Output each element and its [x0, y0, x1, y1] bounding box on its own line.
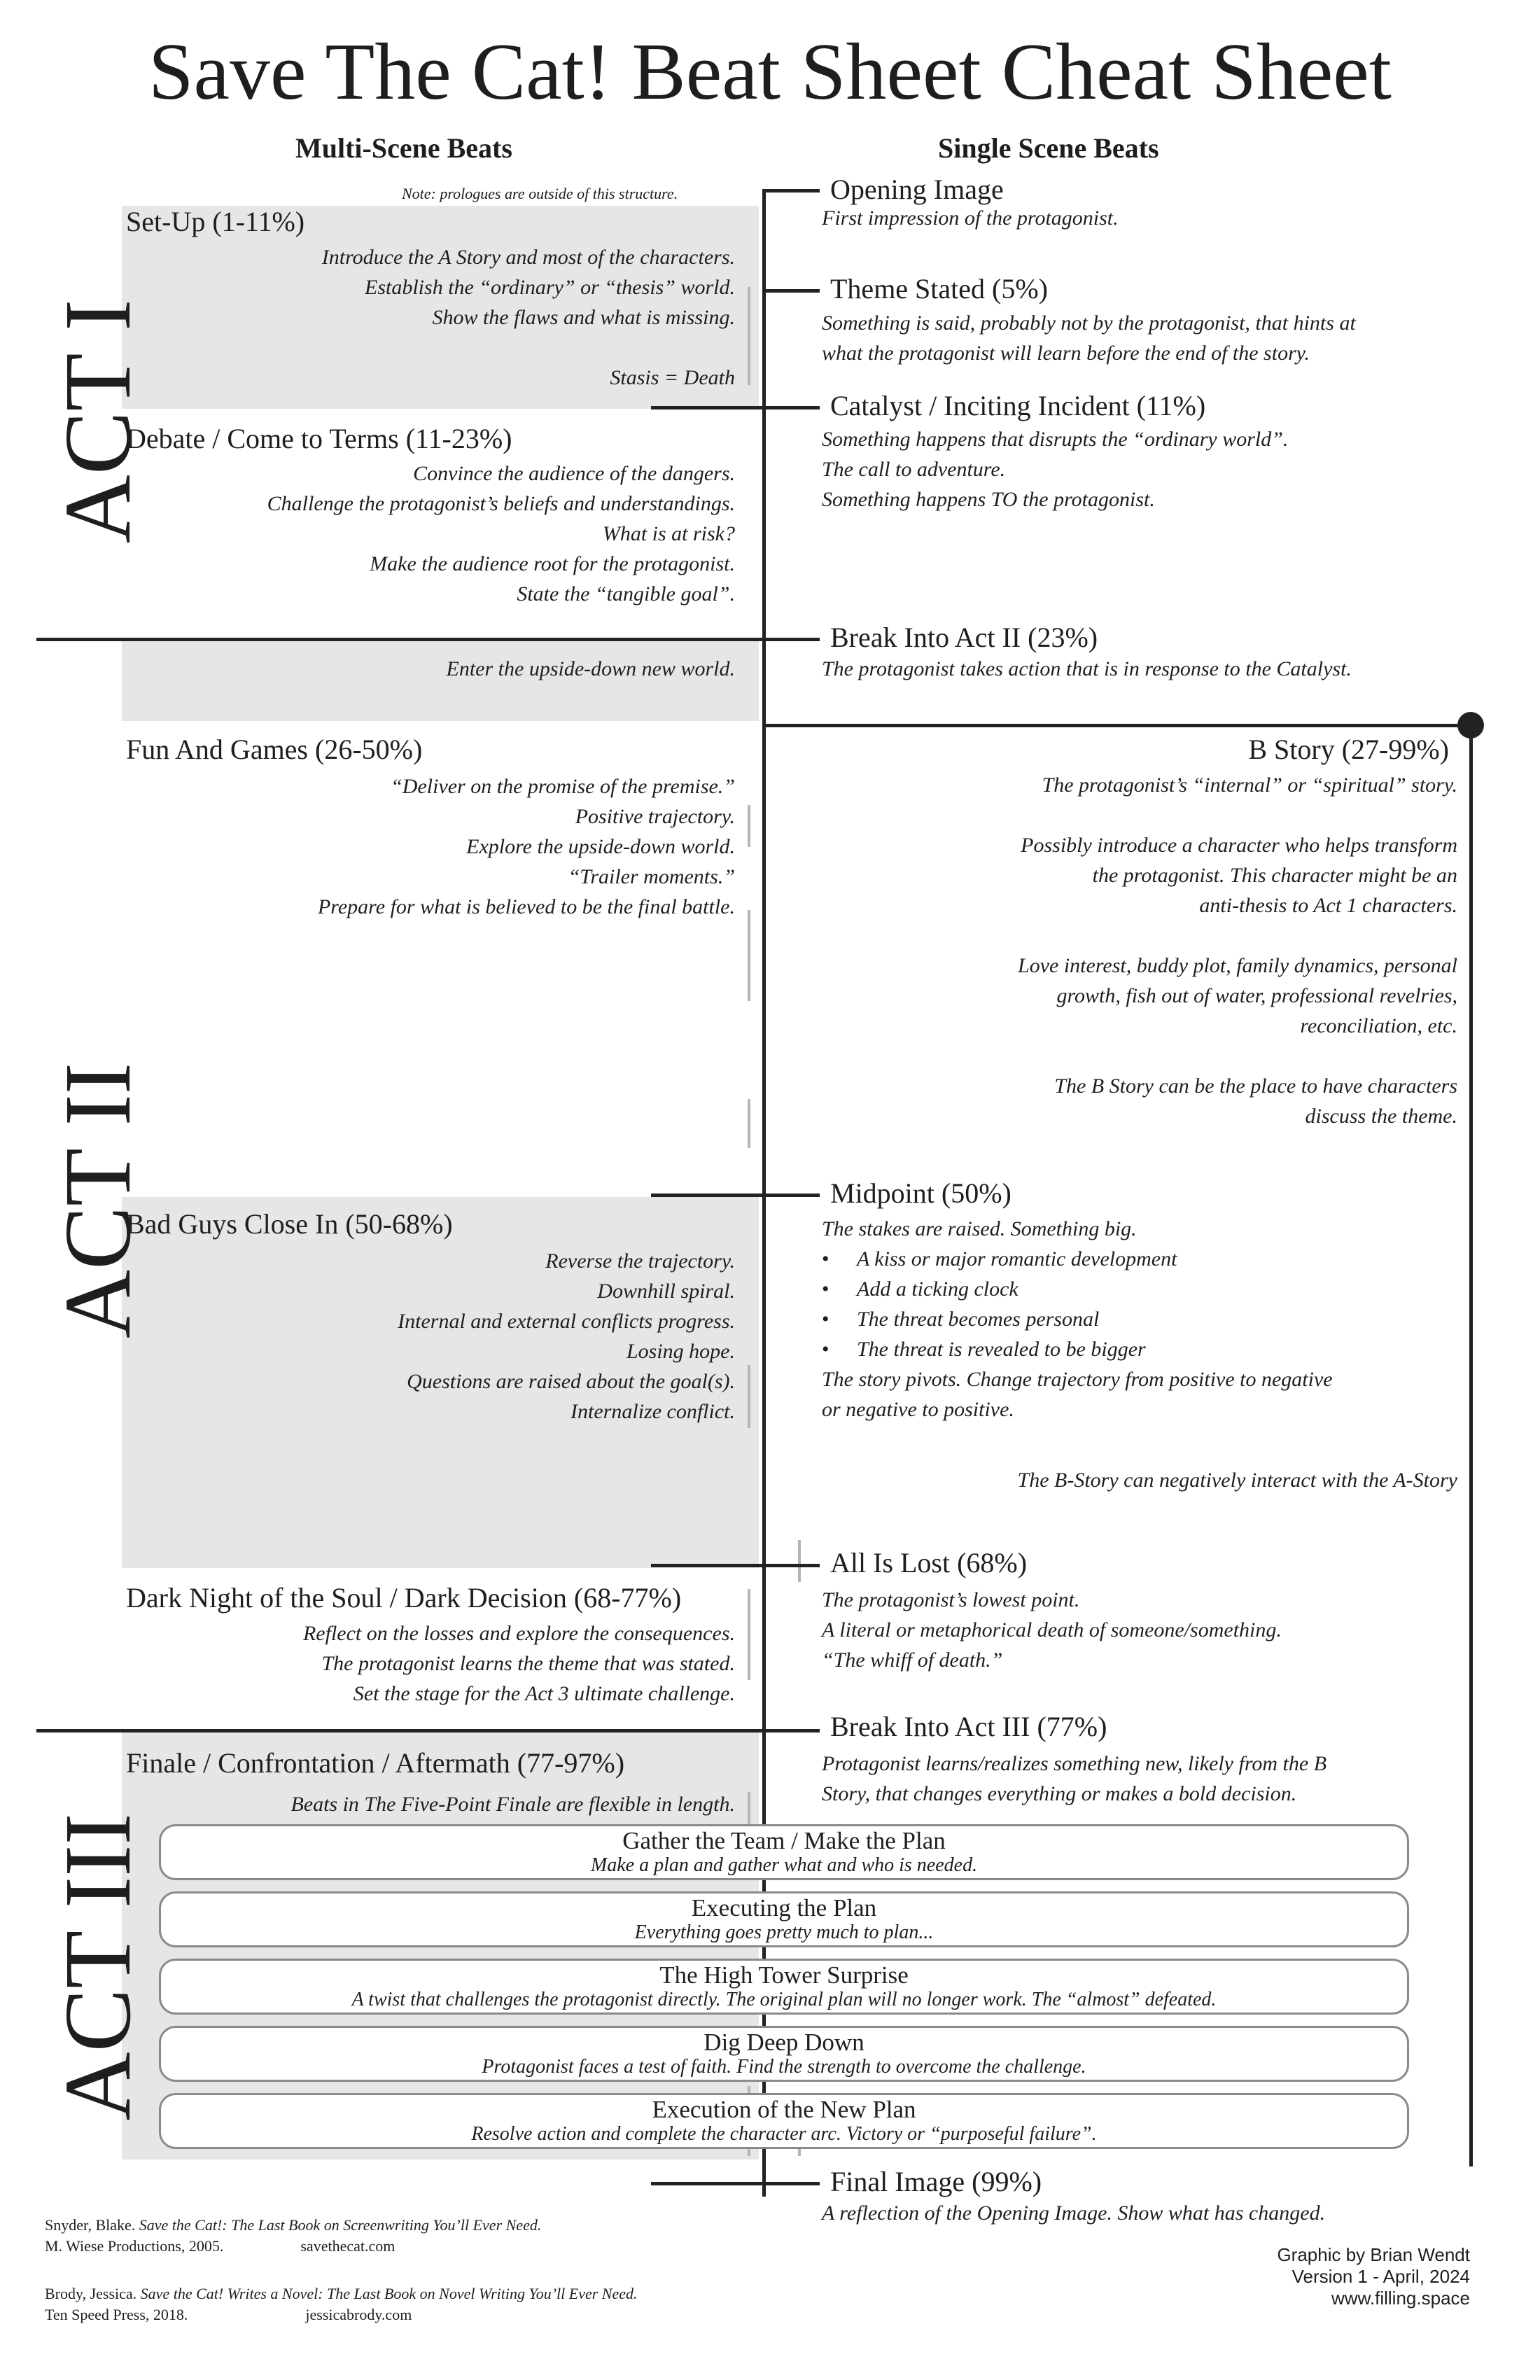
tick-all-is-lost — [651, 1564, 820, 1567]
final-image-desc: A reflection of the Opening Image. Show what has changed. — [822, 2202, 1326, 2225]
opening-image-desc: First impression of the protagonist. — [822, 206, 1119, 230]
website-link[interactable]: www.filling.space — [1331, 2288, 1470, 2309]
bad-guys-title: Bad Guys Close In (50-68%) — [126, 1208, 453, 1240]
credits: Graphic by Brian Wendt Version 1 - April, 2024 www.filling.space — [1277, 2244, 1470, 2309]
tick-final — [651, 2182, 820, 2185]
page-title: Save The Cat! Beat Sheet Cheat Sheet — [148, 27, 1392, 117]
b-story-span — [1469, 724, 1473, 2166]
b-story-title: B Story (27-99%) — [1248, 734, 1449, 765]
b-story-start-dot — [1457, 712, 1484, 738]
reference-brody: Brody, Jessica. Save the Cat! Writes a Novel: The Last Book on Novel Writing You’ll Ever Need. Ten Speed Press, 2018. jessicabrody.com — [45, 2285, 638, 2323]
break-into-act3-desc: Protagonist learns/realizes something new, likely from the B Story, that changes everything or makes a bold decision. — [822, 1752, 1327, 1805]
list-item: • The threat becomes personal — [822, 1304, 1333, 1334]
dark-night-desc: Reflect on the losses and explore the consequences. The protagonist learns the theme that was stated. Set the stage for the Act 3 ultimate challenge. — [302, 1622, 735, 1705]
catalyst-title: Catalyst / Inciting Incident (11%) — [830, 390, 1206, 421]
setup-title: Set-Up (1-11%) — [126, 206, 305, 237]
break-into-act2-title: Break Into Act II (23%) — [830, 622, 1098, 653]
b-story-desc: The protagonist’s “internal” or “spiritual” story. Possibly introduce a character who helps transform the protagonist. This character might be an anti-thesis to Act 1 characters. Love interest, buddy plot, family dynamics, personal growth, fish out of water, professional revelries, reconciliation, etc. The B Story can be the place to have characters discuss the theme. — [1018, 774, 1457, 1128]
tick-midpoint — [651, 1194, 820, 1197]
break-into-act2-desc: The protagonist takes action that is in response to the Catalyst. — [822, 657, 1352, 680]
tick-opening — [762, 189, 820, 192]
b-story-interaction-note: The B-Story can negatively interact with the A-Story — [1017, 1469, 1457, 1492]
act-divider-2 — [36, 1729, 820, 1732]
midpoint-title: Midpoint (50%) — [830, 1177, 1011, 1209]
theme-stated-title: Theme Stated (5%) — [830, 273, 1048, 304]
opening-image-title: Opening Image — [830, 174, 1004, 205]
b-story-line — [762, 724, 1476, 727]
guide-dash — [748, 287, 750, 385]
list-item: • A kiss or major romantic development — [822, 1244, 1333, 1274]
midpoint-bullets — [822, 1244, 1333, 1364]
finale-step-gather-team: Gather the Team / Make the Plan Make a plan and gather what and who is needed. — [159, 1824, 1409, 1880]
reference-snyder: Snyder, Blake. Save the Cat!: The Last Book on Screenwriting You’ll Ever Need. M. Wiese Productions, 2005. savethecat.com — [45, 2216, 542, 2255]
bad-guys-desc: Reverse the trajectory. Downhill spiral. Internal and external conflicts progress. Losing hope. Questions are raised about the goal(s). Internalize conflict. — [398, 1250, 735, 1423]
finale-desc: Beats in The Five-Point Finale are flexible in length. — [290, 1793, 735, 1816]
reference-link[interactable]: savethecat.com — [300, 2237, 396, 2255]
tick-theme — [762, 289, 820, 293]
single-scene-heading: Single Scene Beats — [938, 132, 1159, 164]
tick-catalyst — [651, 406, 820, 410]
reference-link[interactable]: jessicabrody.com — [305, 2306, 412, 2323]
guide-dash — [798, 1540, 801, 1582]
finale-step-dig-deep: Dig Deep Down Protagonist faces a test of faith. Find the strength to overcome the challenge. — [159, 2026, 1409, 2082]
all-is-lost-title: All Is Lost (68%) — [830, 1547, 1028, 1578]
act-1-label: ACT I — [46, 299, 150, 544]
finale-step-new-plan: Execution of the New Plan Resolve action and complete the character arc. Victory or “purposeful failure”. — [159, 2093, 1409, 2149]
enter-new-world: Enter the upside-down new world. — [446, 657, 735, 680]
fun-games-desc: “Deliver on the promise of the premise.” Positive trajectory. Explore the upside-down world. “Trailer moments.” Prepare for what is believed to be the final battle. — [317, 775, 735, 918]
finale-step-high-tower: The High Tower Surprise A twist that challenges the protagonist directly. The original plan will no longer work. The “almost” defeated. — [159, 1959, 1409, 2015]
catalyst-desc: Something happens that disrupts the “ordinary world”. The call to adventure. Something happens TO the protagonist. — [822, 428, 1289, 511]
all-is-lost-desc: The protagonist’s lowest point. A literal or metaphorical death of someone/something. “The whiff of death.” — [822, 1588, 1282, 1672]
break-into-act3-title: Break Into Act III (77%) — [830, 1711, 1107, 1742]
finale-title: Finale / Confrontation / Aftermath (77-97%) — [126, 1747, 625, 1779]
theme-stated-desc: Something is said, probably not by the protagonist, that hints at what the protagonist will learn before the end of the story. — [822, 312, 1356, 365]
list-item: • The threat is revealed to be bigger — [822, 1334, 1333, 1364]
multi-scene-heading: Multi-Scene Beats — [295, 132, 512, 164]
prologue-note: Note: prologues are outside of this structure. — [402, 185, 678, 202]
act-divider-1 — [36, 638, 820, 641]
debate-title: Debate / Come to Terms (11-23%) — [126, 423, 512, 454]
act-2-label: ACT II — [46, 1062, 150, 1339]
guide-dash — [748, 1365, 750, 1428]
act-3-label: ACT III — [46, 1813, 150, 2121]
final-image-title: Final Image (99%) — [830, 2166, 1042, 2197]
debate-desc: Convince the audience of the dangers. Challenge the protagonist’s beliefs and understandings. What is at risk? Make the audience root for the protagonist. State the “tangible goal”. — [267, 462, 735, 606]
finale-step-executing-plan: Executing the Plan Everything goes pretty much to plan... — [159, 1891, 1409, 1947]
guide-dash — [748, 805, 750, 847]
guide-dash — [748, 1099, 750, 1148]
fun-games-title: Fun And Games (26-50%) — [126, 734, 423, 765]
guide-dash — [748, 1589, 750, 1680]
dark-night-title: Dark Night of the Soul / Dark Decision (68-77%) — [126, 1582, 682, 1614]
list-item: • Add a ticking clock — [822, 1274, 1333, 1304]
guide-dash — [748, 910, 750, 1001]
setup-desc: Introduce the A Story and most of the characters. Establish the “ordinary” or “thesis” world. Show the flaws and what is missing. Stasis = Death — [321, 246, 735, 389]
midpoint-desc: The stakes are raised. Something big. • A kiss or major romantic development • Add a ticking clock • The threat becomes personal • The threat is revealed to be bigger The story pivots. Change trajectory from positive to negative or negative to positive. — [822, 1214, 1333, 1424]
